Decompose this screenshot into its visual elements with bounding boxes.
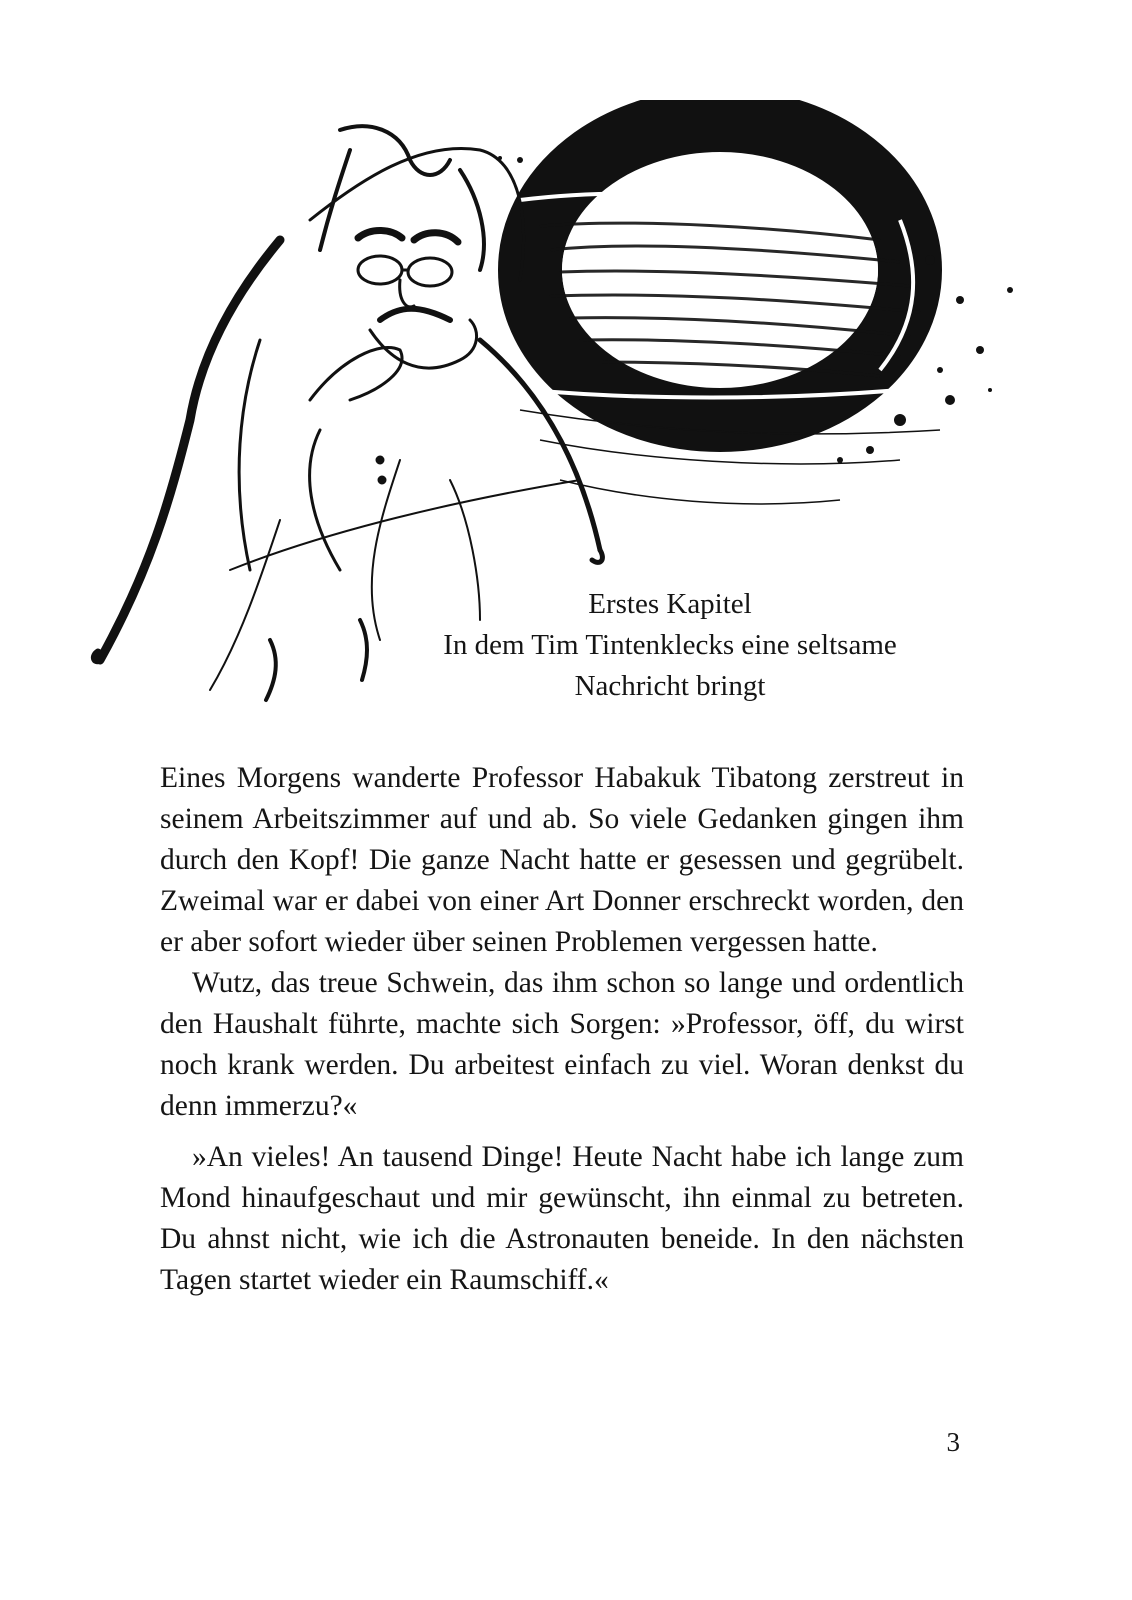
- paragraph-1: Eines Morgens wanderte Professor Habakuk Tibatong zerstreut in seinem Arbeitszimmer auf und ab. So viele Gedanken gingen ihm durch den Kopf! Die ganze Nacht hatte er gesessen und gegrübelt. Zweimal war er dabei von einer Art Donner erschreckt worden, den er aber sofort wieder über seinen Problemen vergessen hatte.: [160, 762, 964, 958]
- paragraph-3: »An vieles! An tausend Dinge! Heute Nacht habe ich lange zum Mond hinaufgeschaut und mir gewünscht, ihn einmal zu betreten. Du ahnst nicht, wie ich die Astronauten beneide. In den nächsten Tagen startet wieder ein Raumschiff.«: [160, 1141, 964, 1296]
- chapter-number: Erstes Kapitel: [588, 588, 752, 620]
- body-text: [160, 758, 964, 1301]
- page-number: 3: [946, 1427, 960, 1457]
- chapter-title-line-2: Nachricht bringt: [574, 670, 766, 702]
- moon-drawing: [498, 120, 1013, 504]
- chapter-title-line-1: In dem Tim Tintenklecks eine seltsame: [443, 629, 897, 661]
- chapter-heading: [380, 584, 960, 707]
- paragraph-2: Wutz, das treue Schwein, das ihm schon so lange und ordentlich den Haushalt führte, machte sich Sorgen: »Professor, öff, du wirst noch krank werden. Du arbeitest einfach zu viel. Woran denkst du denn immerzu?«: [160, 967, 964, 1122]
